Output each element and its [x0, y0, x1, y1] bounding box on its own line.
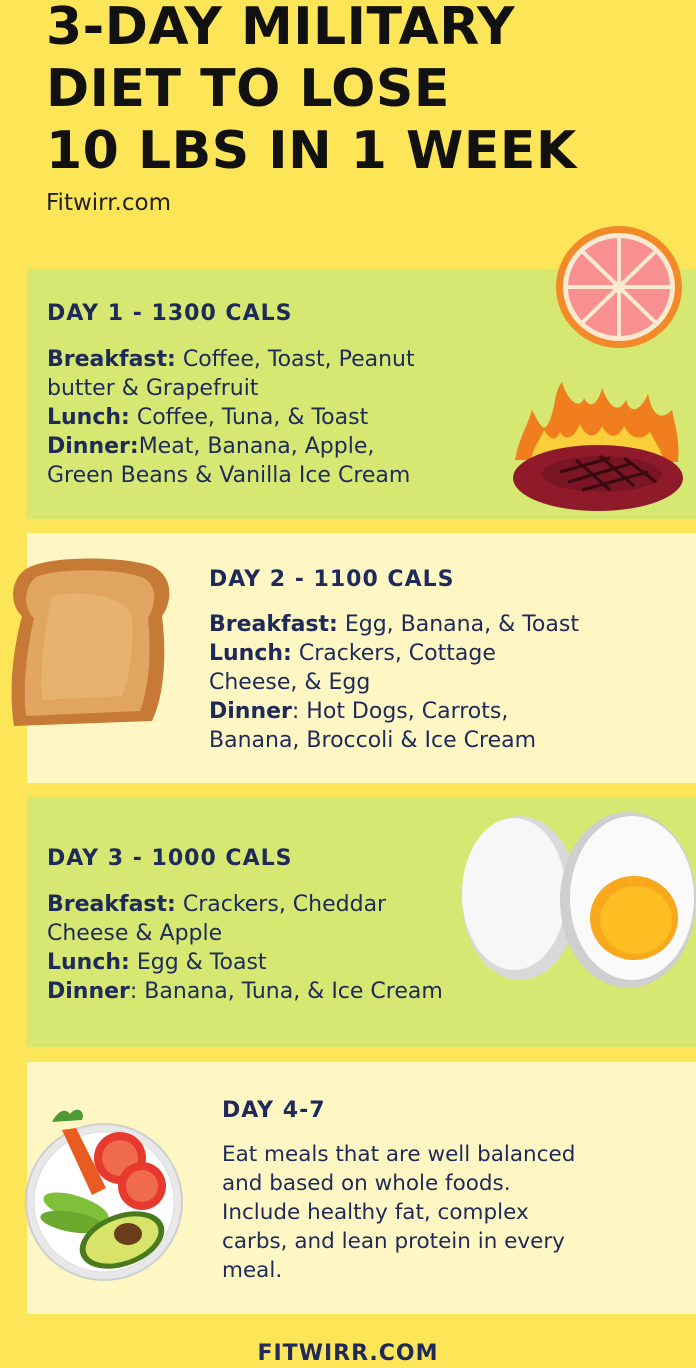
breakfast-label: Breakfast:	[47, 892, 176, 917]
dinner-text: : Banana, Tuna, & Ice Cream	[129, 979, 443, 1004]
description-line: Include healthy fat, complex	[222, 1200, 529, 1225]
grapefruit-icon	[554, 224, 684, 350]
lunch-text: Crackers, Cottage	[291, 641, 496, 666]
day-2-meals	[209, 610, 579, 755]
title-line-3: 10 LBS IN 1 WEEK	[46, 121, 577, 181]
day-2-dinner	[209, 697, 579, 726]
lunch-label: Lunch:	[47, 950, 130, 975]
day-3-dinner	[47, 977, 443, 1006]
title-line-1: 3-DAY MILITARY	[46, 0, 516, 57]
toast-icon	[2, 556, 174, 728]
day-1-heading: DAY 1 - 1300 CALS	[47, 301, 293, 326]
day-1-dinner-cont: Green Beans & Vanilla Ice Cream	[47, 463, 411, 488]
breakfast-label: Breakfast:	[47, 347, 176, 372]
description-line: Eat meals that are well balanced	[222, 1142, 576, 1167]
breakfast-text: Egg, Banana, & Toast	[337, 612, 579, 637]
day-4-7-description	[222, 1140, 575, 1285]
description-line: carbs, and lean protein in every	[222, 1229, 565, 1254]
boiled-egg-icon	[458, 800, 696, 990]
day-1-breakfast	[47, 345, 415, 374]
title-line-2: DIET TO LOSE	[46, 59, 450, 119]
day-1-lunch	[47, 403, 415, 432]
day-2-lunch-cont: Cheese, & Egg	[209, 670, 371, 695]
description-line: and based on whole foods.	[222, 1171, 511, 1196]
lunch-label: Lunch:	[209, 641, 292, 666]
breakfast-text: Coffee, Toast, Peanut	[175, 347, 415, 372]
day-3-meals	[47, 890, 443, 1006]
site-name-top[interactable]: Fitwirr.com	[46, 190, 171, 216]
day-2-lunch	[209, 639, 579, 668]
breakfast-text: Crackers, Cheddar	[175, 892, 387, 917]
dinner-label: Dinner	[47, 979, 130, 1004]
day-3-breakfast-cont: Cheese & Apple	[47, 921, 223, 946]
site-name-bottom[interactable]: FITWIRR.COM	[257, 1341, 439, 1366]
page-title	[46, 0, 577, 182]
day-1-breakfast-cont: butter & Grapefruit	[47, 376, 259, 401]
dinner-text: Meat, Banana, Apple,	[138, 434, 375, 459]
day-2-dinner-cont: Banana, Broccoli & Ice Cream	[209, 728, 537, 753]
steak-flames-icon	[510, 380, 685, 515]
day-4-7-heading: DAY 4-7	[222, 1098, 326, 1123]
day-1-dinner	[47, 432, 415, 461]
dinner-label: Dinner:	[47, 434, 139, 459]
lunch-text: Coffee, Tuna, & Toast	[129, 405, 369, 430]
day-3-breakfast	[47, 890, 443, 919]
day-2-heading: DAY 2 - 1100 CALS	[209, 567, 455, 592]
lunch-label: Lunch:	[47, 405, 130, 430]
day-2-breakfast	[209, 610, 579, 639]
description-line: meal.	[222, 1258, 283, 1283]
lunch-text: Egg & Toast	[129, 950, 267, 975]
dinner-label: Dinner	[209, 699, 292, 724]
breakfast-label: Breakfast:	[209, 612, 338, 637]
day-3-heading: DAY 3 - 1000 CALS	[47, 846, 293, 871]
day-1-meals	[47, 345, 415, 490]
day-3-lunch	[47, 948, 443, 977]
dinner-text: : Hot Dogs, Carrots,	[291, 699, 509, 724]
salad-plate-icon	[14, 1100, 192, 1285]
